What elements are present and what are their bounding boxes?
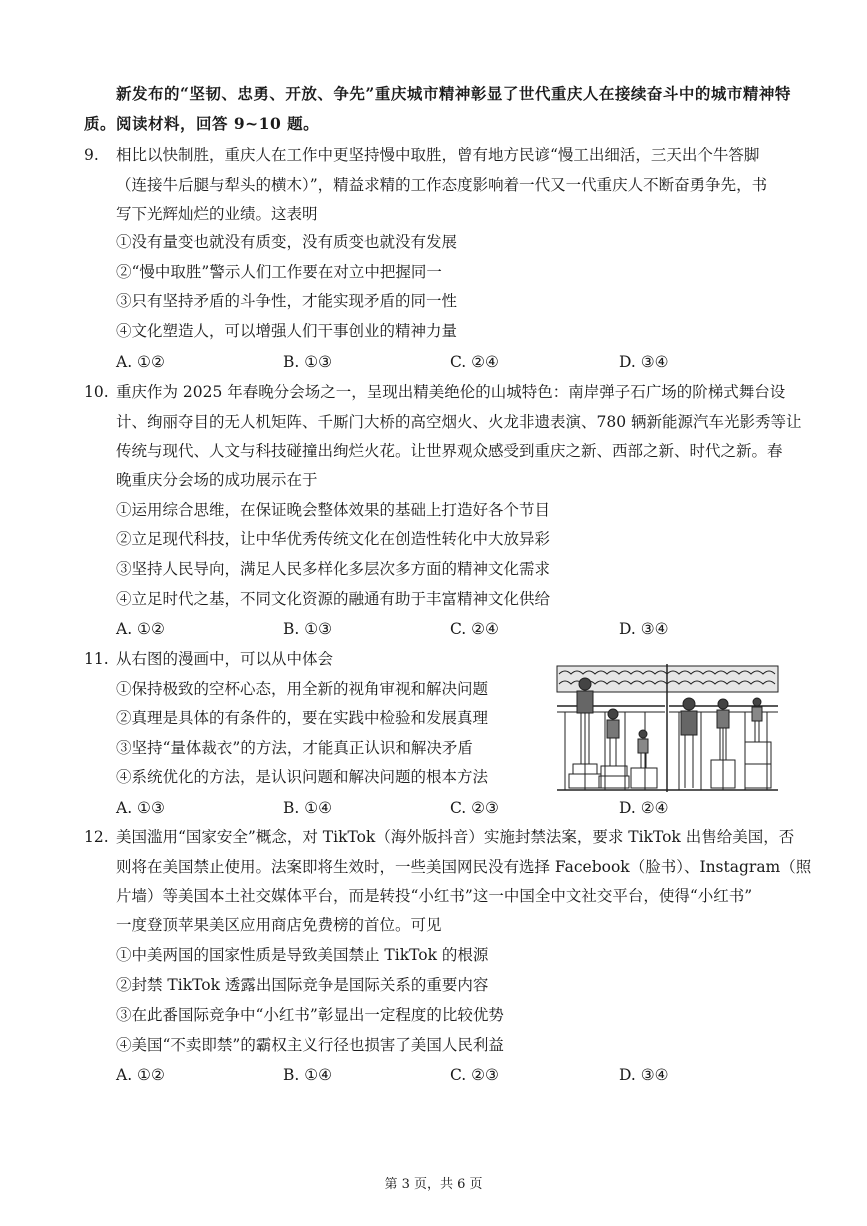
page-footer: 第 3 页，共 6 页 bbox=[384, 1177, 483, 1192]
question-9-statement-1: ①没有量变也就没有质变，没有质变也就没有发展 bbox=[116, 233, 458, 251]
question-9-option-d: D. ③④ bbox=[619, 353, 669, 371]
question-10-stem-2: 计、绚丽夺目的无人机矩阵、千厮门大桥的高空烟火、火龙非遗表演、780 辆新能源汽车光影秀等让 bbox=[116, 413, 802, 431]
question-12-stem-3: 片墙）等美国本土社交媒体平台，而是转投“小红书”这一中国全中文社交平台，使得“小红书” bbox=[116, 887, 753, 905]
question-9-option-c: C. ②④ bbox=[450, 353, 499, 371]
question-11-statement-3: ③坚持“量体裁衣”的方法，才能真正认识和解决矛盾 bbox=[116, 739, 473, 757]
question-12-stem-2: 则将在美国禁止使用。法案即将生效时，一些美国网民没有选择 Facebook（脸书）、Instagram（照 bbox=[116, 858, 812, 876]
fence-spectators-icon bbox=[555, 664, 780, 792]
question-11-statement-1: ①保持极致的空杯心态，用全新的视角审视和解决问题 bbox=[116, 680, 489, 698]
question-11-statement-2: ②真理是具体的有条件的，要在实践中检验和发展真理 bbox=[116, 709, 489, 727]
question-12-option-c: C. ②③ bbox=[450, 1066, 499, 1084]
question-11-stem-1: 从右图的漫画中，可以从中体会 bbox=[116, 650, 334, 668]
question-11-number: 11. bbox=[84, 650, 109, 668]
question-10-statement-3: ③坚持人民导向，满足人民多样化多层次多方面的精神文化需求 bbox=[116, 560, 551, 578]
question-10-option-a: A. ①② bbox=[116, 620, 165, 638]
question-11-option-c: C. ②③ bbox=[450, 799, 499, 817]
question-10-option-b: B. ①③ bbox=[283, 620, 333, 638]
question-10-statement-2: ②立足现代科技，让中华优秀传统文化在创造性转化中大放异彩 bbox=[116, 530, 551, 548]
question-10-statement-4: ④立足时代之基，不同文化资源的融通有助于丰富精神文化供给 bbox=[116, 590, 551, 608]
question-9-option-a: A. ①② bbox=[116, 353, 165, 371]
question-12-option-a: A. ①② bbox=[116, 1066, 165, 1084]
question-10-stem-1: 重庆作为 2025 年春晚分会场之一，呈现出精美绝伦的山城特色：南岸弹子石广场的阶梯式舞台设 bbox=[116, 383, 786, 401]
question-11-statement-4: ④系统优化的方法，是认识问题和解决问题的根本方法 bbox=[116, 768, 489, 786]
question-12-statement-3: ③在此番国际竞争中“小红书”彰显出一定程度的比较优势 bbox=[116, 1006, 504, 1024]
question-9-statement-3: ③只有坚持矛盾的斗争性，才能实现矛盾的同一性 bbox=[116, 292, 458, 310]
question-12-option-b: B. ①④ bbox=[283, 1066, 333, 1084]
question-12-statement-4: ④美国“不卖即禁”的霸权主义行径也损害了美国人民利益 bbox=[116, 1036, 504, 1054]
question-12-number: 12. bbox=[84, 828, 109, 846]
question-11-option-d: D. ②④ bbox=[619, 799, 669, 817]
question-9-number: 9. bbox=[84, 146, 99, 164]
question-9-stem-2: （连接牛后腿与犁头的横木）”，精益求精的工作态度影响着一代又一代重庆人不断奋勇争先，书 bbox=[116, 176, 768, 194]
intro-line-2: 质。阅读材料，回答 9~10 题。 bbox=[84, 114, 320, 133]
question-10-stem-3: 传统与现代、人文与科技碰撞出绚烂火花。让世界观众感受到重庆之新、西部之新、时代之新。春 bbox=[116, 442, 783, 460]
question-12-statement-2: ②封禁 TikTok 透露出国际竞争是国际关系的重要内容 bbox=[116, 976, 489, 994]
question-12-stem-1: 美国滥用“国家安全”概念，对 TikTok（海外版抖音）实施封禁法案，要求 TikTok 出售给美国，否 bbox=[116, 828, 795, 846]
question-12-option-d: D. ③④ bbox=[619, 1066, 669, 1084]
question-9-stem-3: 写下光辉灿烂的业绩。这表明 bbox=[116, 205, 318, 223]
question-10-option-d: D. ③④ bbox=[619, 620, 669, 638]
intro-line-1: 新发布的“坚韧、忠勇、开放、争先”重庆城市精神彰显了世代重庆人在接续奋斗中的城市精神特 bbox=[116, 84, 791, 103]
question-10-number: 10. bbox=[84, 383, 109, 401]
question-10-option-c: C. ②④ bbox=[450, 620, 499, 638]
question-9-stem-1: 相比以快制胜，重庆人在工作中更坚持慢中取胜，曾有地方民谚“慢工出细活，三天出个牛答脚 bbox=[116, 146, 760, 164]
question-9-option-b: B. ①③ bbox=[283, 353, 333, 371]
question-9-statement-2: ②“慢中取胜”警示人们工作要在对立中把握同一 bbox=[116, 263, 442, 281]
question-10-statement-1: ①运用综合思维，在保证晚会整体效果的基础上打造好各个节目 bbox=[116, 501, 551, 519]
question-11-option-b: B. ①④ bbox=[283, 799, 333, 817]
question-12-stem-4: 一度登顶苹果美区应用商店免费榜的首位。可见 bbox=[116, 916, 442, 934]
question-12-statement-1: ①中美两国的国家性质是导致美国禁止 TikTok 的根源 bbox=[116, 946, 489, 964]
question-10-stem-4: 晚重庆分会场的成功展示在于 bbox=[116, 471, 318, 489]
question-11-option-a: A. ①③ bbox=[116, 799, 165, 817]
question-9-statement-4: ④文化塑造人，可以增强人们干事创业的精神力量 bbox=[116, 322, 458, 340]
